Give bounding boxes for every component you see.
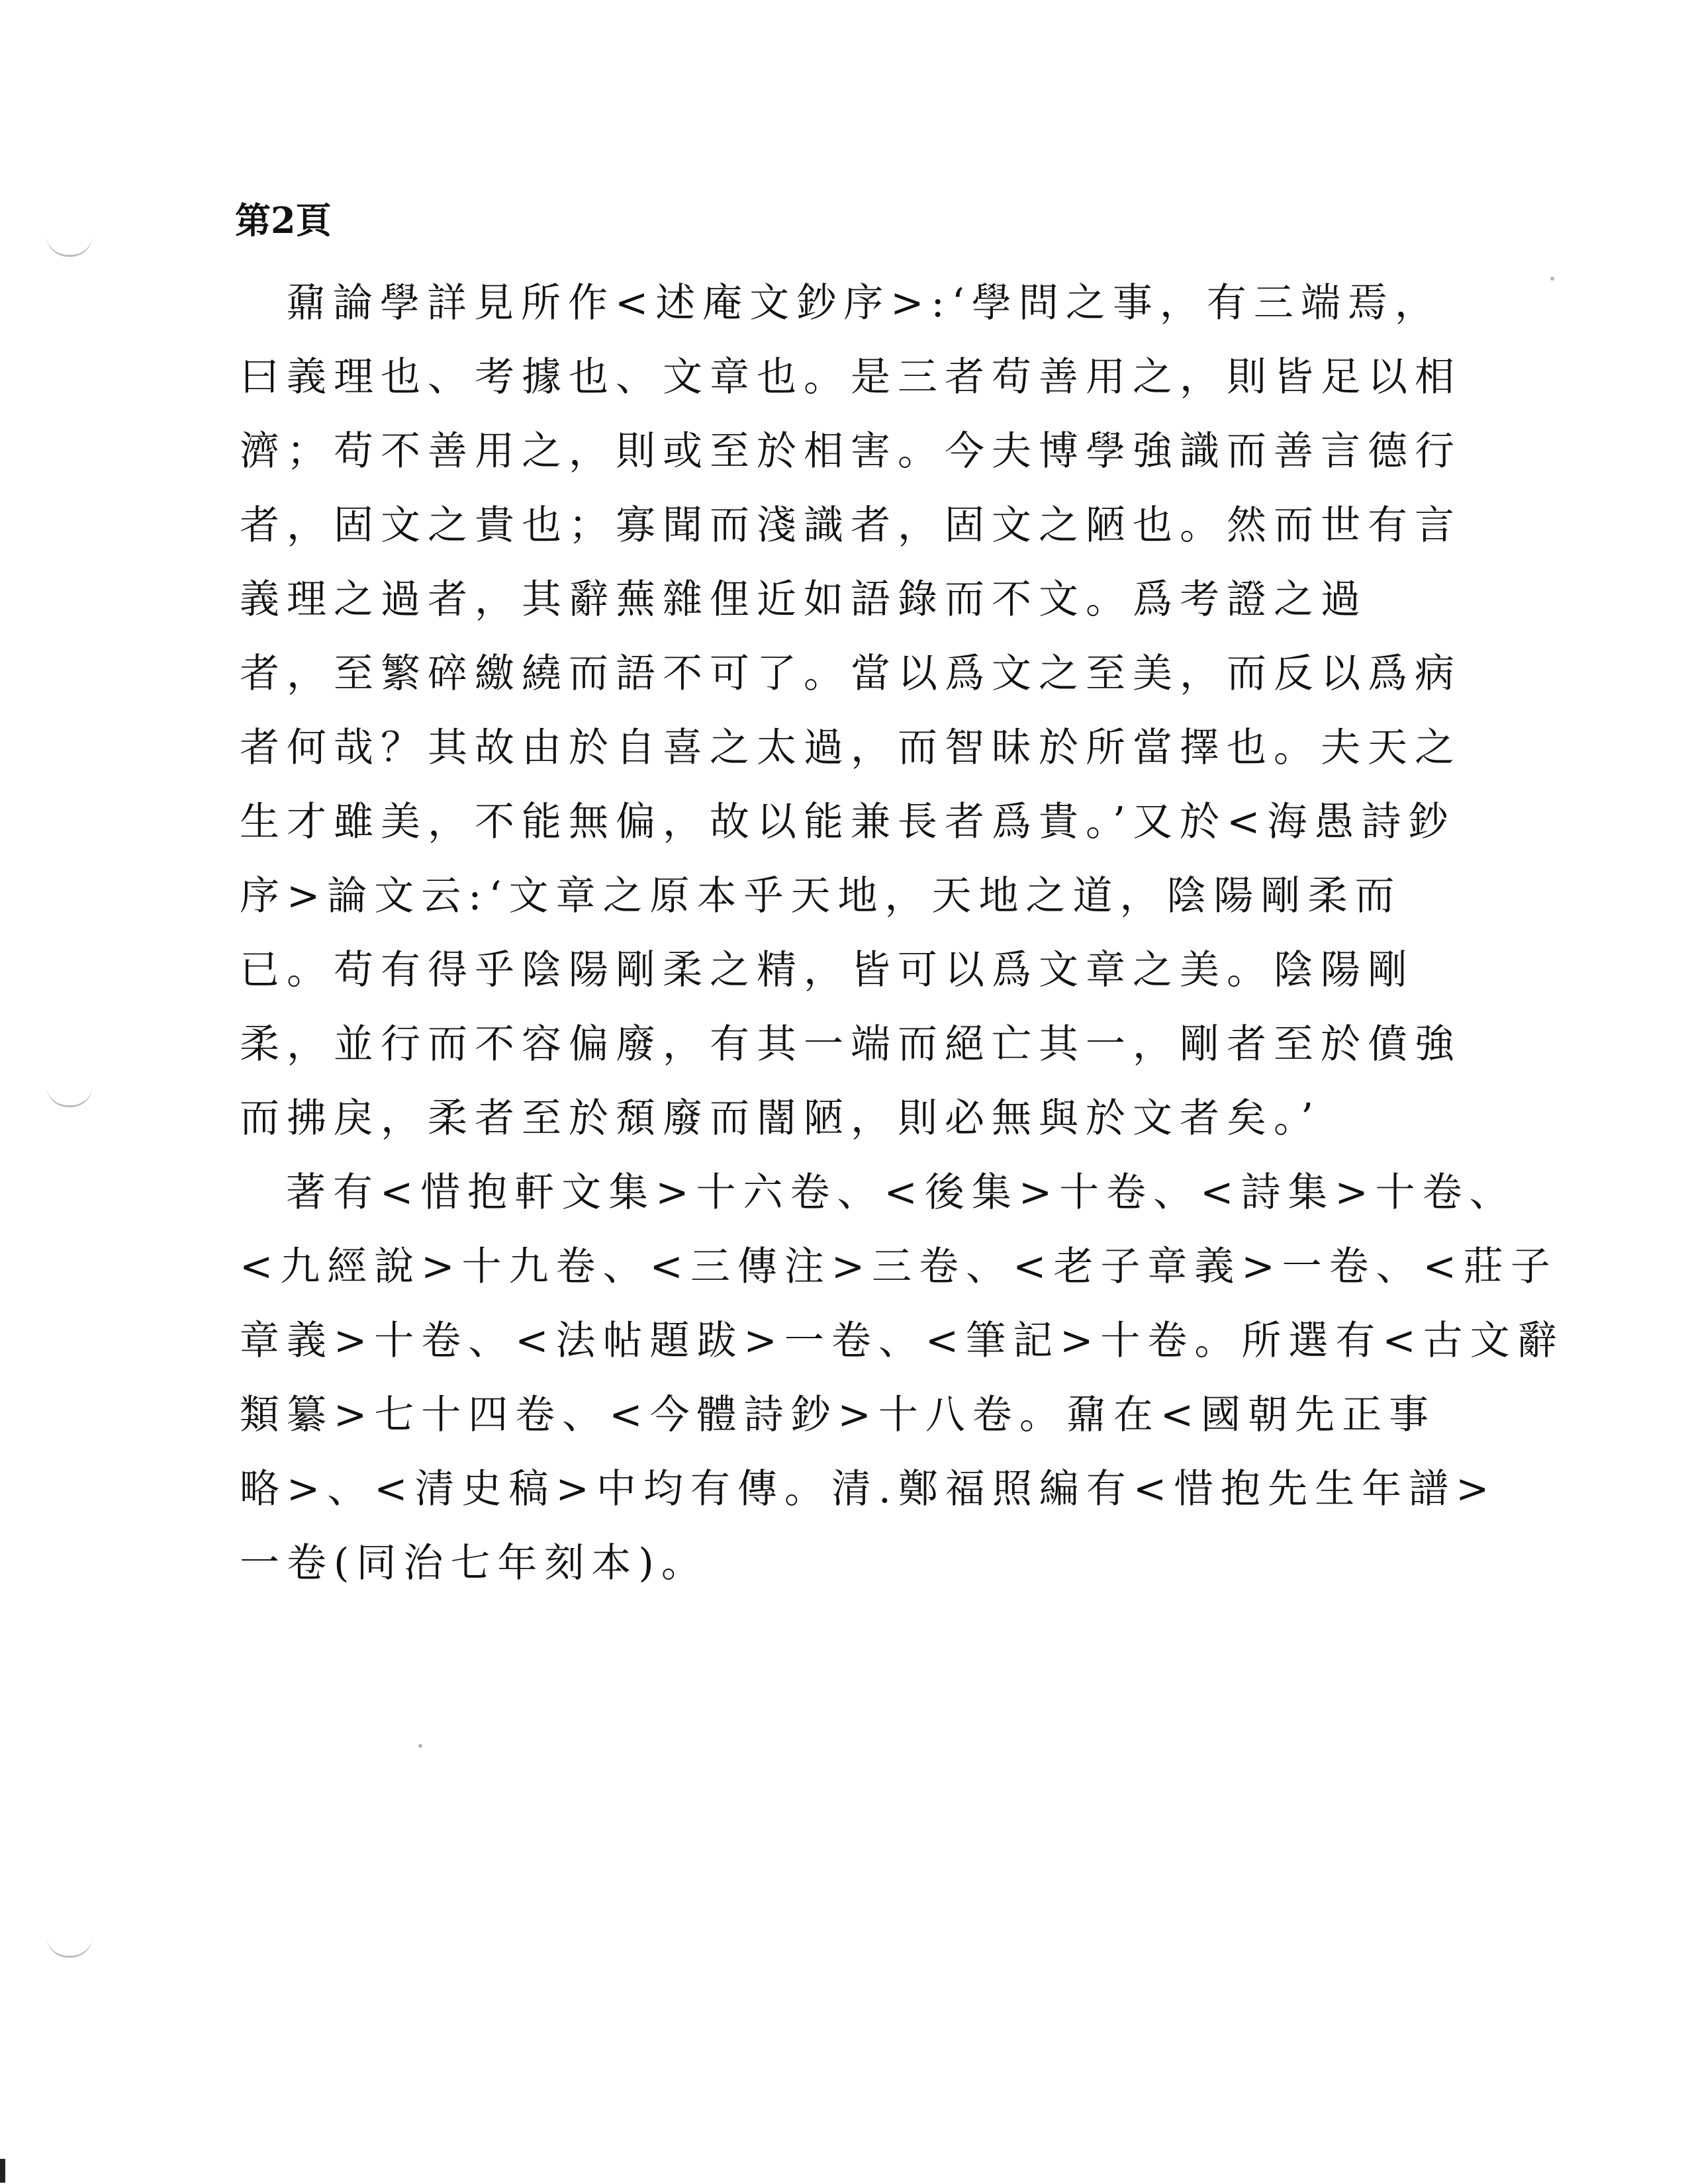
paragraph-line: 者，固文之貴也；寡聞而淺識者，固文之陋也。然而世有言 [240, 502, 1462, 549]
paragraph-line: 已。苟有得乎陰陽剛柔之精，皆可以爲文章之美。陰陽剛 [240, 947, 1415, 993]
paragraph-line: 鼐論學詳見所作<述庵文鈔序>:‘學問之事，有三端焉， [286, 280, 1442, 326]
paragraph-line: 者，至繁碎繳繞而語不可了。當以爲文之至美，而反以爲病 [240, 651, 1462, 697]
paragraph-line: 略>、<清史稿>中均有傳。清.鄭福照編有<惜抱先生年譜> [240, 1466, 1497, 1512]
punch-hole-mark-top [46, 235, 93, 257]
paragraph-line: 義理之過者，其辭蕪雜俚近如語錄而不文。爲考證之過 [240, 576, 1368, 623]
paragraph-line: 著有<惜抱軒文集>十六卷、<後集>十卷、<詩集>十卷、 [286, 1169, 1517, 1216]
paragraph-line: 濟；苟不善用之，則或至於相害。今夫博學強識而善言德行 [240, 428, 1462, 475]
punch-hole-mark-middle [46, 1085, 93, 1107]
paragraph-line: 類纂>七十四卷、<今體詩鈔>十八卷。鼐在<國朝先正事 [240, 1392, 1436, 1438]
punch-hole-mark-bottom [46, 1936, 93, 1958]
paragraph-line: 生才雖美，不能無偏，故以能兼長者爲貴。’又於<海愚詩鈔 [240, 799, 1456, 845]
paragraph-line: 而拂戾，柔者至於頹廢而闇陋，則必無與於文者矣。’ [240, 1095, 1321, 1142]
paragraph-line: 柔，並行而不容偏廢，有其一端而絕亡其一，剛者至於僨強 [240, 1021, 1462, 1068]
scan-speck [1550, 277, 1554, 281]
page-number-heading: 第2頁 [235, 199, 332, 242]
paragraph-line: 一卷(同治七年刻本)。 [240, 1540, 708, 1586]
paragraph-line: 序>論文云:‘文章之原本乎天地，天地之道，陰陽剛柔而 [240, 873, 1402, 919]
paragraph-line: 曰義理也、考據也、文章也。是三者苟善用之，則皆足以相 [240, 354, 1462, 400]
paragraph-line: <九經說>十九卷、<三傳注>三卷、<老子章義>一卷、<莊子 [240, 1244, 1558, 1290]
scan-speck [418, 1744, 422, 1748]
scan-edge-mark [0, 2159, 5, 2183]
paragraph-line: 者何哉？其故由於自喜之太過，而智昧於所當擇也。夫天之 [240, 725, 1462, 771]
paragraph-line: 章義>十卷、<法帖題跋>一卷、<筆記>十卷。所選有<古文辭 [240, 1318, 1564, 1364]
